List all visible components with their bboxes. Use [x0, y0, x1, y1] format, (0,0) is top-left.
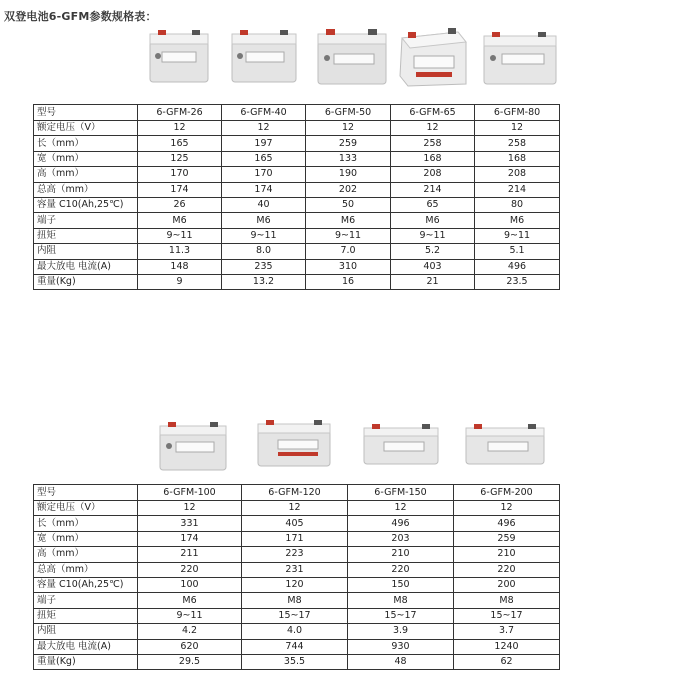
model-header: 6-GFM-100: [138, 485, 242, 501]
table-row: [34, 547, 560, 562]
battery-image-6-gfm-80: [482, 30, 558, 88]
spec-value: 214: [391, 182, 475, 197]
spec-value: 168: [475, 151, 560, 166]
spec-value: 208: [475, 167, 560, 182]
row-label: 总高（mm）: [34, 562, 138, 577]
spec-value: 12: [242, 501, 348, 516]
spec-value: 197: [222, 136, 306, 151]
spec-value: 12: [138, 501, 242, 516]
table-row: [34, 121, 560, 136]
table-row: [34, 167, 560, 182]
spec-value: 15~17: [454, 608, 560, 623]
spec-value: 9~11: [306, 228, 391, 243]
spec-value: 210: [454, 547, 560, 562]
spec-value: 310: [306, 259, 391, 274]
spec-value: 133: [306, 151, 391, 166]
spec-value: 190: [306, 167, 391, 182]
spec-value: 80: [475, 197, 560, 212]
table-row: [34, 577, 560, 592]
spec-value: 3.7: [454, 624, 560, 639]
spec-value: 259: [306, 136, 391, 151]
spec-value: 203: [348, 531, 454, 546]
spec-value: M8: [348, 593, 454, 608]
spec-value: 11.3: [138, 244, 222, 259]
battery-image-6-gfm-200: [464, 422, 546, 468]
spec-value: 7.0: [306, 244, 391, 259]
row-label: 扭矩: [34, 608, 138, 623]
spec-value: 100: [138, 577, 242, 592]
row-label: 型号: [34, 485, 138, 501]
battery-image-6-gfm-50: [316, 26, 388, 88]
row-label: 内阻: [34, 244, 138, 259]
row-label: 容量 C10(Ah,25℃): [34, 197, 138, 212]
table-header-row: [34, 485, 560, 501]
spec-value: 168: [391, 151, 475, 166]
spec-value: M6: [306, 213, 391, 228]
spec-value: 744: [242, 639, 348, 654]
spec-value: M6: [475, 213, 560, 228]
spec-value: 231: [242, 562, 348, 577]
spec-value: 12: [306, 121, 391, 136]
spec-value: 405: [242, 516, 348, 531]
spec-value: 13.2: [222, 274, 306, 289]
spec-value: 5.2: [391, 244, 475, 259]
table-header-row: [34, 105, 560, 121]
row-label: 额定电压（V）: [34, 121, 138, 136]
spec-table-1: [33, 104, 560, 290]
spec-value: 4.2: [138, 624, 242, 639]
spec-value: 220: [348, 562, 454, 577]
spec-value: 214: [475, 182, 560, 197]
spec-value: M6: [391, 213, 475, 228]
table-row: [34, 197, 560, 212]
spec-value: 235: [222, 259, 306, 274]
spec-value: 9~11: [138, 608, 242, 623]
spec-value: 165: [138, 136, 222, 151]
spec-value: 40: [222, 197, 306, 212]
spec-value: 200: [454, 577, 560, 592]
row-label: 长（mm）: [34, 516, 138, 531]
spec-value: 12: [475, 121, 560, 136]
spec-value: 21: [391, 274, 475, 289]
spec-value: 3.9: [348, 624, 454, 639]
spec-value: 62: [454, 654, 560, 669]
spec-value: 150: [348, 577, 454, 592]
spec-value: 220: [454, 562, 560, 577]
row-label: 额定电压（V）: [34, 501, 138, 516]
spec-value: 15~17: [242, 608, 348, 623]
spec-value: 35.5: [242, 654, 348, 669]
row-label: 长（mm）: [34, 136, 138, 151]
spec-value: 174: [222, 182, 306, 197]
spec-value: 23.5: [475, 274, 560, 289]
spec-value: 12: [391, 121, 475, 136]
model-header: 6-GFM-120: [242, 485, 348, 501]
spec-value: 208: [391, 167, 475, 182]
spec-value: M6: [138, 213, 222, 228]
spec-value: M8: [242, 593, 348, 608]
page-title: 双登电池6-GFM参数规格表：: [4, 10, 157, 23]
spec-value: 174: [138, 531, 242, 546]
model-header: 6-GFM-40: [222, 105, 306, 121]
spec-value: 223: [242, 547, 348, 562]
battery-photo-row-bottom: [0, 412, 681, 482]
spec-value: 259: [454, 531, 560, 546]
battery-image-6-gfm-26: [148, 28, 210, 86]
spec-value: 26: [138, 197, 222, 212]
table-row: [34, 259, 560, 274]
model-header: 6-GFM-150: [348, 485, 454, 501]
spec-value: 9~11: [138, 228, 222, 243]
spec-value: 29.5: [138, 654, 242, 669]
spec-value: 165: [222, 151, 306, 166]
spec-value: 174: [138, 182, 222, 197]
model-header: 6-GFM-50: [306, 105, 391, 121]
model-header: 6-GFM-80: [475, 105, 560, 121]
spec-value: 171: [242, 531, 348, 546]
spec-value: 403: [391, 259, 475, 274]
row-label: 内阻: [34, 624, 138, 639]
row-label: 端子: [34, 593, 138, 608]
table-row: [34, 228, 560, 243]
battery-image-6-gfm-40: [230, 28, 298, 86]
spec-value: 210: [348, 547, 454, 562]
row-label: 重量(Kg): [34, 654, 138, 669]
table-row: [34, 562, 560, 577]
table-row: [34, 593, 560, 608]
row-label: 宽（mm）: [34, 151, 138, 166]
table-row: [34, 624, 560, 639]
row-label: 高（mm）: [34, 547, 138, 562]
spec-value: 9~11: [391, 228, 475, 243]
spec-value: 16: [306, 274, 391, 289]
spec-value: 1240: [454, 639, 560, 654]
table-row: [34, 136, 560, 151]
spec-value: 170: [138, 167, 222, 182]
table-row: [34, 608, 560, 623]
spec-value: 65: [391, 197, 475, 212]
table-row: [34, 182, 560, 197]
spec-value: 48: [348, 654, 454, 669]
row-label: 端子: [34, 213, 138, 228]
spec-value: M8: [454, 593, 560, 608]
table-row: [34, 531, 560, 546]
model-header: 6-GFM-200: [454, 485, 560, 501]
battery-image-6-gfm-150: [362, 422, 440, 468]
row-label: 型号: [34, 105, 138, 121]
spec-value: 148: [138, 259, 222, 274]
spec-value: 620: [138, 639, 242, 654]
model-header: 6-GFM-65: [391, 105, 475, 121]
spec-value: 9~11: [475, 228, 560, 243]
model-header: 6-GFM-26: [138, 105, 222, 121]
table-row: [34, 516, 560, 531]
spec-value: 9: [138, 274, 222, 289]
spec-value: 125: [138, 151, 222, 166]
row-label: 最大放电 电流(A): [34, 259, 138, 274]
spec-value: M6: [138, 593, 242, 608]
table-row: [34, 654, 560, 669]
spec-value: 170: [222, 167, 306, 182]
spec-value: 211: [138, 547, 242, 562]
row-label: 重量(Kg): [34, 274, 138, 289]
battery-image-6-gfm-100: [158, 420, 228, 474]
spec-value: 496: [348, 516, 454, 531]
spec-value: M6: [222, 213, 306, 228]
spec-value: 220: [138, 562, 242, 577]
spec-value: 50: [306, 197, 391, 212]
spec-value: 258: [391, 136, 475, 151]
table-row: [34, 151, 560, 166]
spec-value: 12: [454, 501, 560, 516]
spec-value: 4.0: [242, 624, 348, 639]
spec-value: 5.1: [475, 244, 560, 259]
spec-value: 9~11: [222, 228, 306, 243]
battery-image-6-gfm-120: [256, 418, 332, 470]
table-row: [34, 244, 560, 259]
spec-value: 15~17: [348, 608, 454, 623]
spec-value: 120: [242, 577, 348, 592]
row-label: 总高（mm）: [34, 182, 138, 197]
spec-value: 930: [348, 639, 454, 654]
row-label: 扭矩: [34, 228, 138, 243]
spec-value: 202: [306, 182, 391, 197]
spec-table-2: [33, 484, 560, 670]
row-label: 容量 C10(Ah,25℃): [34, 577, 138, 592]
table-row: [34, 639, 560, 654]
table-row: [34, 213, 560, 228]
spec-value: 12: [222, 121, 306, 136]
spec-value: 331: [138, 516, 242, 531]
row-label: 最大放电 电流(A): [34, 639, 138, 654]
spec-value: 496: [454, 516, 560, 531]
spec-value: 8.0: [222, 244, 306, 259]
battery-photo-row-top: [0, 24, 681, 94]
spec-value: 12: [138, 121, 222, 136]
spec-value: 496: [475, 259, 560, 274]
table-row: [34, 274, 560, 289]
spec-value: 12: [348, 501, 454, 516]
table-row: [34, 501, 560, 516]
battery-image-6-gfm-65: [398, 26, 468, 90]
row-label: 高（mm）: [34, 167, 138, 182]
spec-value: 258: [475, 136, 560, 151]
row-label: 宽（mm）: [34, 531, 138, 546]
